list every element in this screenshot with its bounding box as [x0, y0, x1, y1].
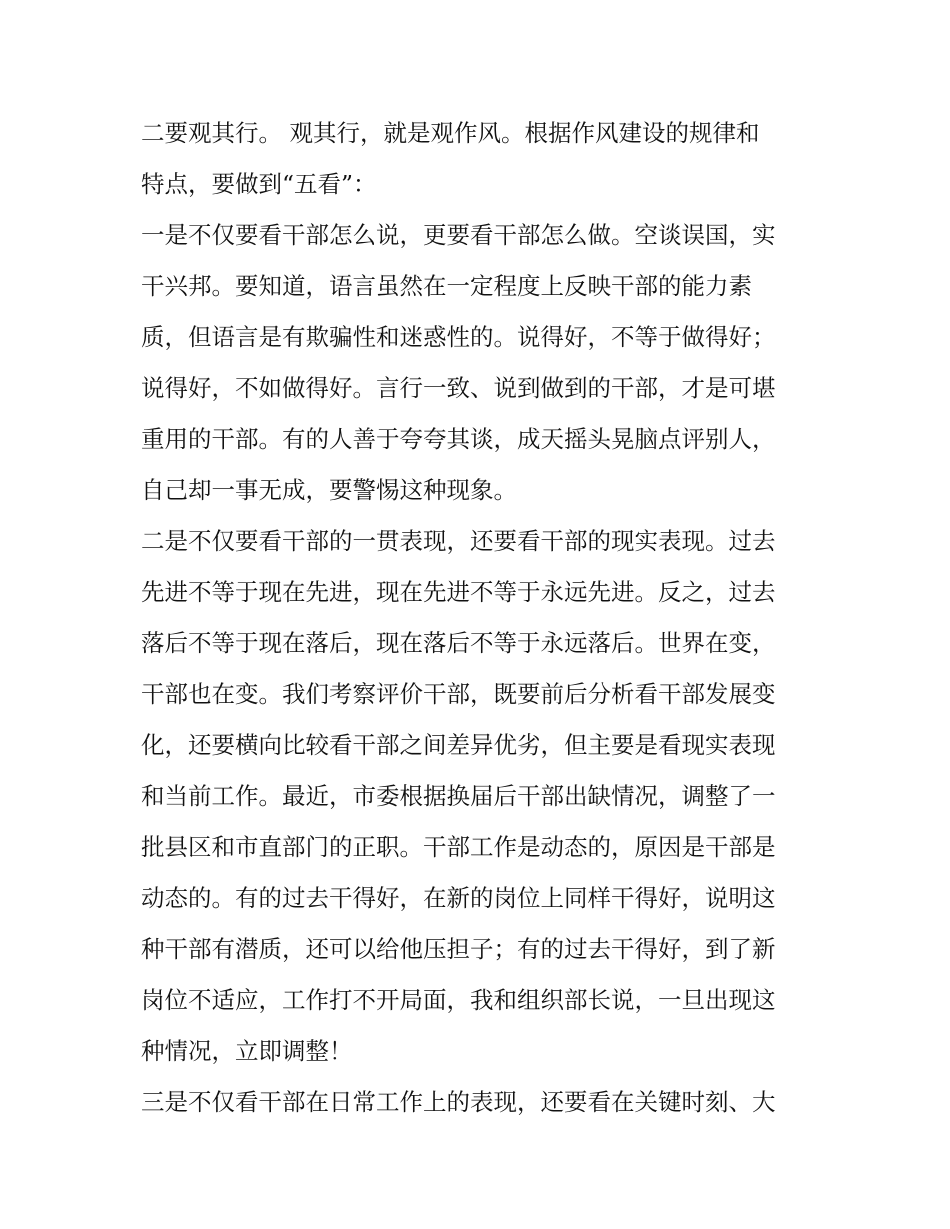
text-line: 三是不仅看干部在日常工作上的表现，还要看在关键时刻、大	[141, 1088, 776, 1116]
text-line: 和当前工作。最近，市委根据换届后干部出缺情况，调整了一	[141, 782, 776, 810]
body-text	[141, 108, 821, 1128]
text-line: 批县区和市直部门的正职。干部工作是动态的，原因是干部是	[141, 833, 776, 861]
text-line: 动态的。有的过去干得好，在新的岗位上同样干得好，说明这	[141, 884, 776, 912]
text-line: 自己却一事无成，要警惕这种现象。	[141, 476, 517, 504]
text-line: 说得好，不如做得好。言行一致、说到做到的干部，才是可堪	[141, 374, 776, 402]
text-line: 干部也在变。我们考察评价干部，既要前后分析看干部发展变	[141, 680, 776, 708]
text-line: 岗位不适应，工作打不开局面，我和组织部长说，一旦出现这	[141, 986, 776, 1014]
text-line: 种情况，立即调整！	[141, 1037, 353, 1065]
text-line: 先进不等于现在先进，现在先进不等于永远先进。反之，过去	[141, 578, 776, 606]
text-line: 特点，要做到“五看”：	[141, 170, 377, 198]
text-line: 化，还要横向比较看干部之间差异优劣，但主要是看现实表现	[141, 731, 776, 759]
text-line: 干兴邦。要知道，语言虽然在一定程度上反映干部的能力素	[141, 272, 752, 300]
text-line: 二要观其行。 观其行，就是观作风。根据作风建设的规律和	[141, 119, 760, 147]
text-line: 二是不仅要看干部的一贯表现，还要看干部的现实表现。过去	[141, 527, 776, 555]
text-line: 质，但语言是有欺骗性和迷惑性的。说得好，不等于做得好；	[141, 323, 776, 351]
text-line: 落后不等于现在落后，现在落后不等于永远落后。世界在变，	[141, 629, 776, 657]
text-line: 一是不仅要看干部怎么说，更要看干部怎么做。空谈误国，实	[141, 221, 776, 249]
text-line: 种干部有潜质，还可以给他压担子；有的过去干得好，到了新	[141, 935, 776, 963]
text-line: 重用的干部。有的人善于夸夸其谈，成天摇头晃脑点评别人，	[141, 425, 776, 453]
